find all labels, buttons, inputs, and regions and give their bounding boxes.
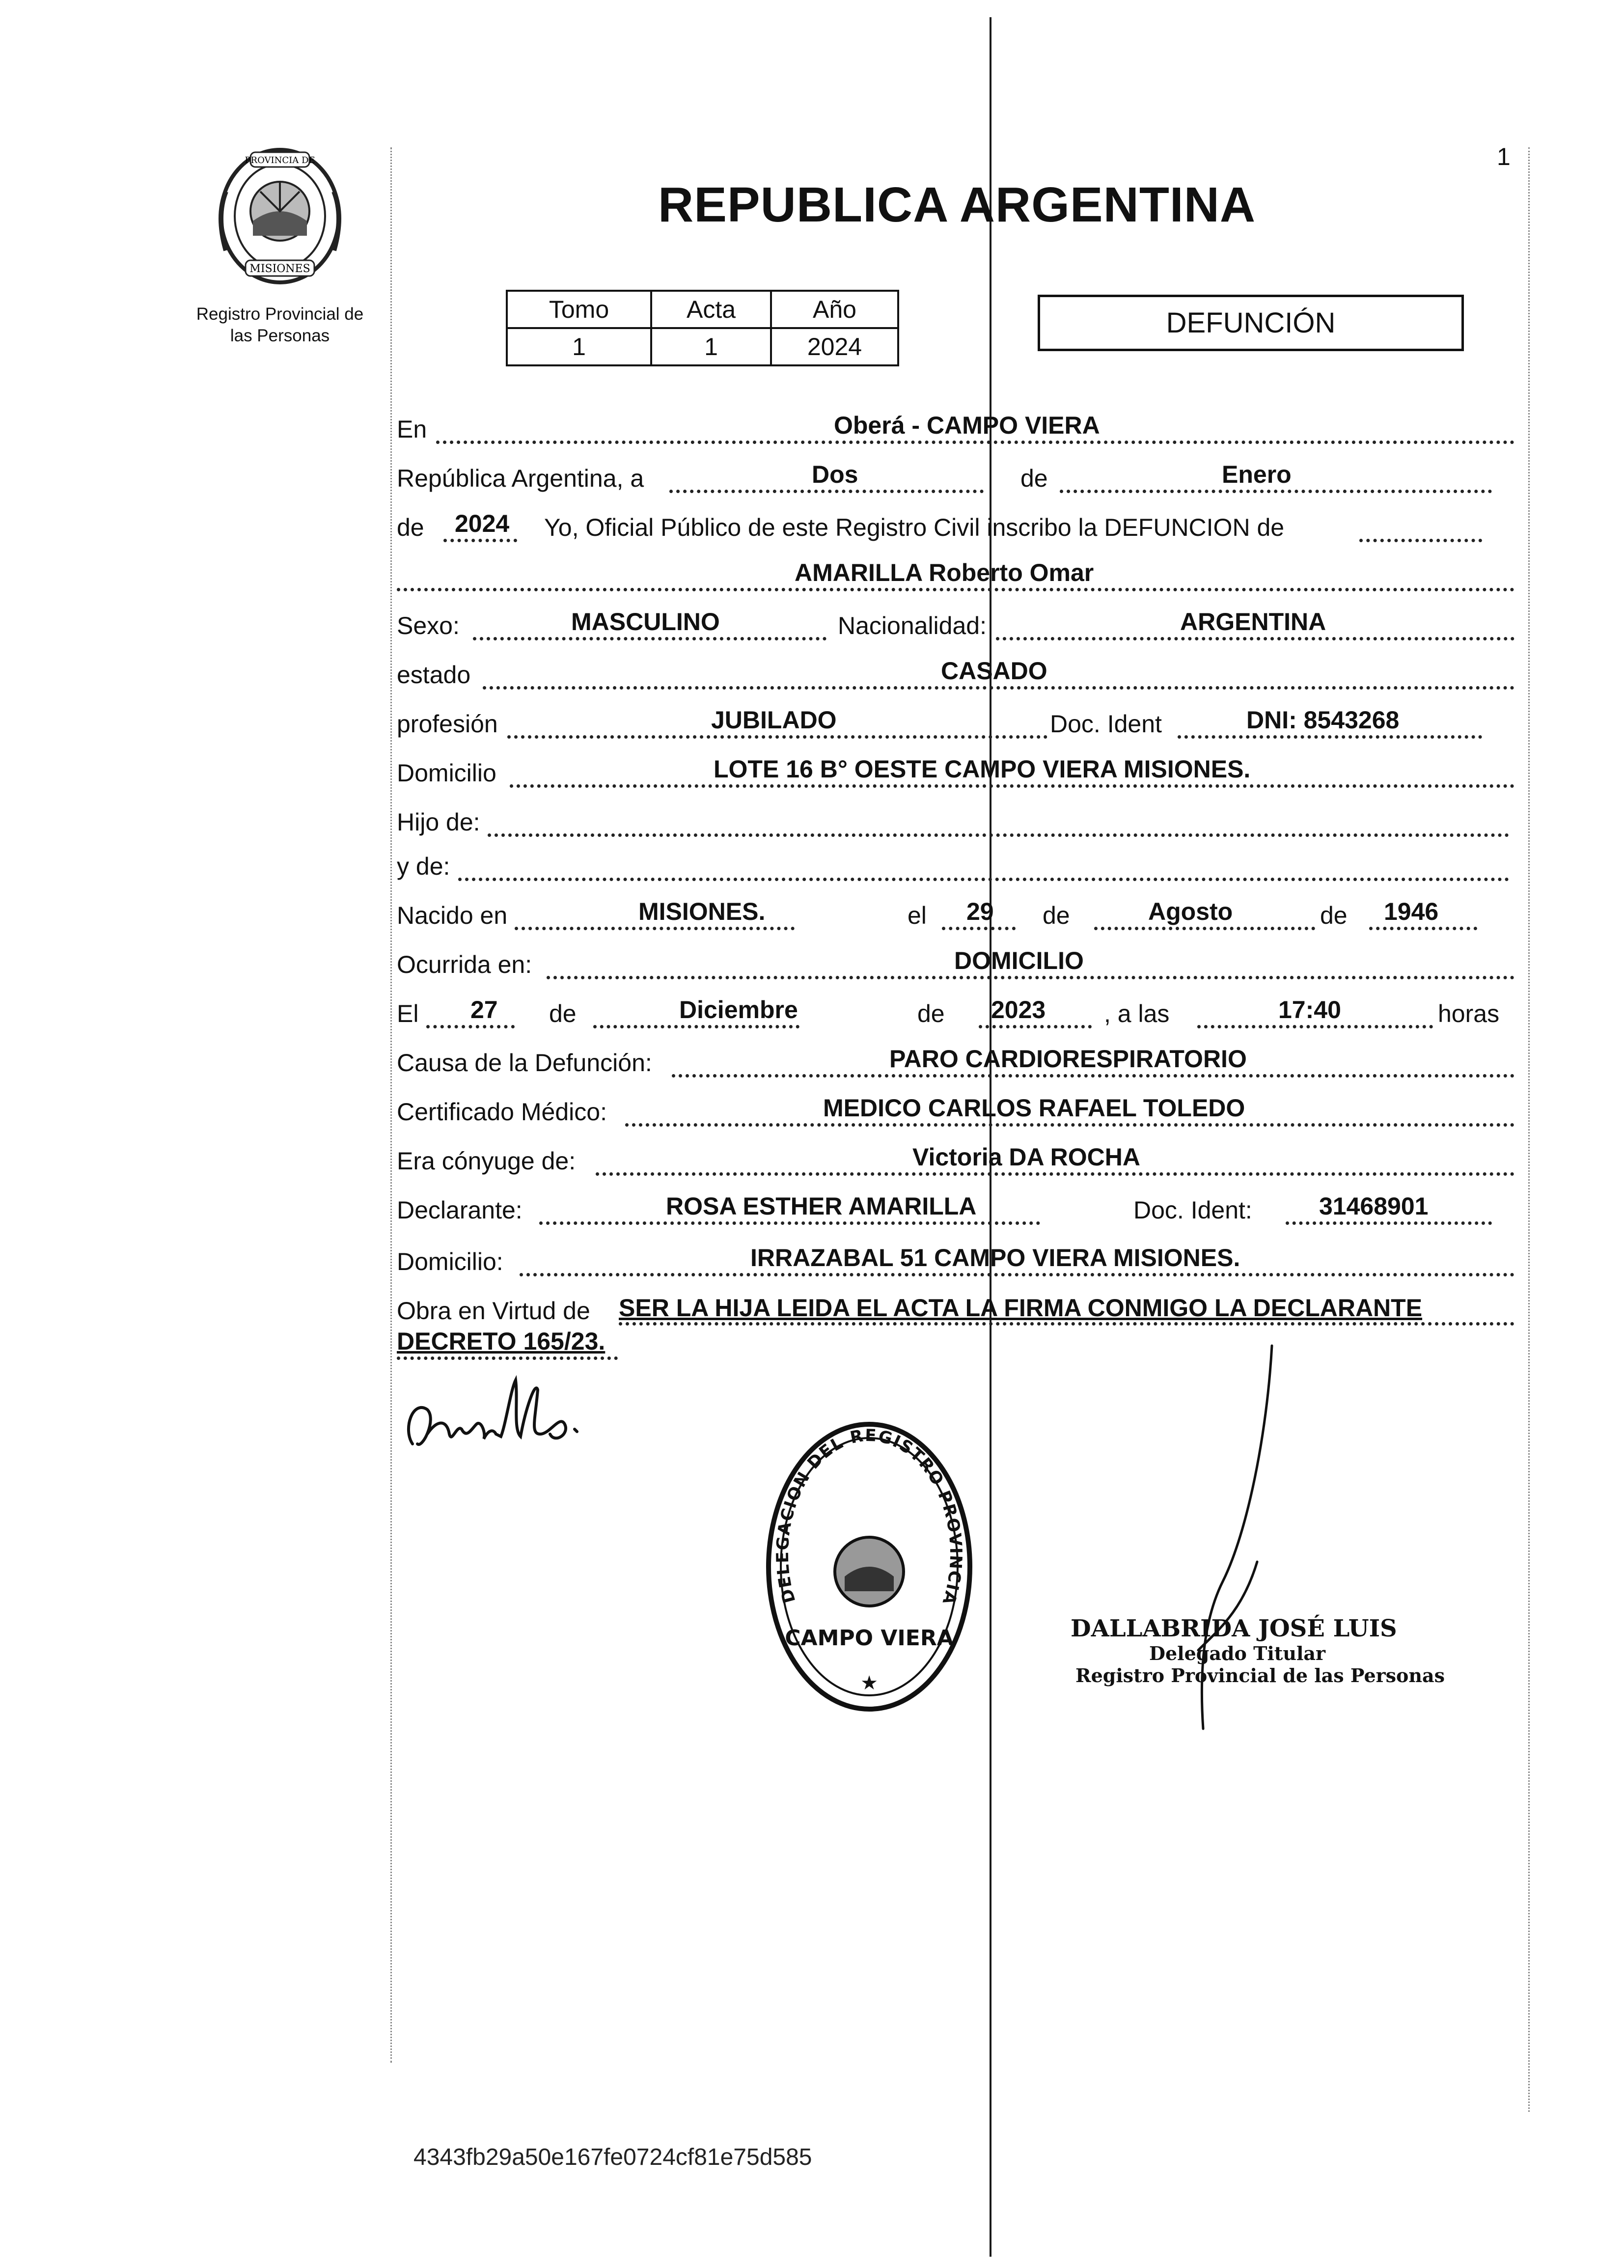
dotted-line bbox=[397, 588, 1514, 591]
dotted-line bbox=[1369, 927, 1477, 930]
dotted-line bbox=[426, 1025, 515, 1028]
label-de: de bbox=[1043, 902, 1070, 929]
value-nac-dia: 29 bbox=[966, 898, 994, 925]
dotted-line bbox=[672, 1074, 1514, 1078]
page-title: REPUBLICA ARGENTINA bbox=[658, 177, 1256, 232]
value-nacionalidad: ARGENTINA bbox=[1180, 608, 1326, 636]
dotted-line bbox=[397, 1356, 618, 1360]
value-def-hora: 17:40 bbox=[1278, 996, 1341, 1023]
row-fecha-inscripcion bbox=[397, 461, 1514, 503]
value-domicilio: LOTE 16 B° OESTE CAMPO VIERA MISIONES. bbox=[714, 755, 1251, 783]
registry-caption-line2: las Personas bbox=[230, 326, 330, 345]
official-office: Registro Provincial de las Personas bbox=[1075, 1664, 1445, 1687]
label-ocurrida: Ocurrida en: bbox=[397, 951, 532, 978]
table-value-anio: 2024 bbox=[771, 328, 898, 365]
row-profesion bbox=[397, 706, 1514, 749]
dotted-line bbox=[669, 490, 984, 493]
value-def-mes: Diciembre bbox=[679, 996, 798, 1023]
right-margin-dashes bbox=[1528, 147, 1530, 2112]
label-nacionalidad: Nacionalidad: bbox=[838, 612, 987, 639]
value-ocurrida: DOMICILIO bbox=[954, 947, 1084, 974]
value-nac-anio: 1946 bbox=[1384, 898, 1439, 925]
dotted-line bbox=[1178, 735, 1482, 739]
dotted-line bbox=[520, 1273, 1514, 1276]
dotted-line bbox=[443, 539, 517, 542]
row-sexo bbox=[397, 608, 1514, 651]
label-domicilio: Domicilio bbox=[397, 759, 496, 787]
table-header-anio: Año bbox=[771, 291, 898, 328]
label-horas: horas bbox=[1438, 1000, 1500, 1027]
misiones-province-logo bbox=[206, 142, 354, 292]
value-anio: 2024 bbox=[455, 510, 510, 537]
value-doc-ident: DNI: 8543268 bbox=[1246, 706, 1400, 734]
value-causa: PARO CARDIORESPIRATORIO bbox=[889, 1045, 1247, 1073]
label-el: el bbox=[908, 902, 927, 929]
dotted-line bbox=[593, 1025, 799, 1028]
value-nombre: AMARILLA Roberto Omar bbox=[795, 559, 1094, 586]
record-type-box bbox=[1038, 295, 1464, 351]
label-decl-doc: Doc. Ident: bbox=[1133, 1196, 1252, 1224]
value-nacido: MISIONES. bbox=[638, 898, 766, 925]
dotted-line bbox=[547, 976, 1514, 979]
label-en: En bbox=[397, 415, 427, 443]
label-de: de bbox=[1320, 902, 1348, 929]
label-certificado: Certificado Médico: bbox=[397, 1098, 607, 1126]
label-declarante: Declarante: bbox=[397, 1196, 523, 1224]
value-estado: CASADO bbox=[941, 657, 1047, 685]
value-conyuge: Victoria DA ROCHA bbox=[912, 1143, 1140, 1171]
label-obra: Obra en Virtud de bbox=[397, 1297, 590, 1325]
label-estado: estado bbox=[397, 661, 471, 689]
dotted-line bbox=[619, 1322, 1514, 1326]
dotted-line bbox=[436, 441, 1514, 444]
dotted-line bbox=[942, 927, 1016, 930]
official-title: Delegado Titular bbox=[1149, 1642, 1326, 1664]
value-def-dia: 27 bbox=[470, 996, 498, 1023]
table-value-acta: 1 bbox=[651, 328, 771, 365]
table-header-tomo: Tomo bbox=[507, 291, 651, 328]
table-header-acta: Acta bbox=[651, 291, 771, 328]
dotted-line bbox=[1197, 1025, 1433, 1028]
page-number: 1 bbox=[1497, 143, 1511, 170]
value-profesion: JUBILADO bbox=[711, 706, 837, 734]
dotted-line bbox=[510, 784, 1514, 788]
value-nac-mes: Agosto bbox=[1148, 898, 1233, 925]
label-a-las: , a las bbox=[1104, 1000, 1170, 1027]
row-y-de bbox=[397, 852, 1514, 891]
label-de: de bbox=[397, 514, 424, 541]
seal-star-icon: ★ bbox=[860, 1672, 878, 1694]
label-conyuge: Era cónyuge de: bbox=[397, 1147, 576, 1175]
dotted-line bbox=[515, 927, 795, 930]
value-certificado: MEDICO CARLOS RAFAEL TOLEDO bbox=[823, 1094, 1245, 1122]
value-def-anio: 2023 bbox=[991, 996, 1046, 1023]
label-el: El bbox=[397, 1000, 419, 1027]
label-de: de bbox=[917, 1000, 945, 1027]
declarant-signature bbox=[403, 1370, 609, 1471]
table-value-tomo: 1 bbox=[507, 328, 651, 365]
value-obra-line2: DECRETO 165/23. bbox=[397, 1328, 606, 1355]
row-obra bbox=[397, 1294, 1514, 1370]
registry-caption-line1: Registro Provincial de bbox=[196, 304, 364, 324]
dotted-line bbox=[596, 1172, 1514, 1176]
label-oficial-text: Yo, Oficial Público de este Registro Civil inscribo la DEFUNCION de bbox=[544, 514, 1285, 541]
value-decl-doc: 31468901 bbox=[1319, 1192, 1429, 1220]
label-decl-domicilio: Domicilio: bbox=[397, 1248, 503, 1275]
label-hijo: Hijo de: bbox=[397, 808, 480, 836]
seal-inner-text: CAMPO VIERA bbox=[785, 1626, 954, 1651]
row-domicilio bbox=[397, 755, 1514, 798]
row-nacido bbox=[397, 898, 1514, 940]
dotted-line bbox=[539, 1221, 1040, 1225]
row-en bbox=[397, 412, 1514, 454]
label-doc-ident: Doc. Ident bbox=[1050, 710, 1162, 738]
scan-fold-line bbox=[990, 17, 991, 2257]
dotted-line bbox=[1094, 927, 1315, 930]
official-stamp bbox=[1071, 1615, 1445, 1687]
row-certificado bbox=[397, 1094, 1514, 1137]
label-de: de bbox=[549, 1000, 577, 1027]
logo-text-top: PROVINCIA DE bbox=[245, 155, 315, 166]
value-mes: Enero bbox=[1222, 461, 1292, 488]
record-type-label: DEFUNCIÓN bbox=[1166, 307, 1336, 339]
dotted-line bbox=[483, 686, 1514, 690]
label-sexo: Sexo: bbox=[397, 612, 460, 639]
dotted-line bbox=[488, 833, 1509, 837]
value-decl-domicilio: IRRAZABAL 51 CAMPO VIERA MISIONES. bbox=[750, 1244, 1240, 1272]
label-profesion: profesión bbox=[397, 710, 498, 738]
value-dia: Dos bbox=[812, 461, 858, 488]
official-seal bbox=[761, 1414, 977, 1721]
row-decl-domicilio bbox=[397, 1244, 1514, 1287]
value-obra-line1: SER LA HIJA LEIDA EL ACTA LA FIRMA CONMIGO LA DECLARANTE bbox=[619, 1294, 1423, 1322]
dotted-line bbox=[625, 1123, 1514, 1127]
record-number-table bbox=[506, 290, 899, 366]
dotted-line bbox=[1060, 490, 1492, 493]
dotted-line bbox=[458, 878, 1509, 881]
row-declarante bbox=[397, 1192, 1514, 1235]
logo-text-bottom: MISIONES bbox=[249, 263, 310, 275]
row-nombre bbox=[397, 559, 1514, 602]
official-name: DALLABRIDA JOSÉ LUIS bbox=[1071, 1615, 1397, 1642]
row-ocurrida bbox=[397, 947, 1514, 990]
dotted-line bbox=[996, 637, 1514, 640]
row-fecha-defuncion bbox=[397, 996, 1514, 1039]
row-hijo bbox=[397, 808, 1514, 847]
label-nacido: Nacido en bbox=[397, 902, 508, 929]
label-causa: Causa de la Defunción: bbox=[397, 1049, 652, 1077]
seal-outer-text: DELEGACION DEL REGISTRO PROVINCIA bbox=[772, 1425, 966, 1608]
registry-caption bbox=[187, 304, 373, 347]
value-lugar: Oberá - CAMPO VIERA bbox=[834, 412, 1100, 439]
label-republica: República Argentina, a bbox=[397, 465, 644, 492]
dotted-line bbox=[1286, 1221, 1492, 1225]
label-y-de: y de: bbox=[397, 853, 450, 880]
document-hash: 4343fb29a50e167fe0724cf81e75d585 bbox=[413, 2144, 812, 2170]
row-causa bbox=[397, 1045, 1514, 1088]
official-signature bbox=[1012, 1336, 1306, 1780]
value-sexo: MASCULINO bbox=[571, 608, 720, 636]
left-margin-dashes bbox=[390, 147, 392, 2063]
dotted-line bbox=[473, 637, 826, 640]
dotted-line bbox=[1359, 539, 1482, 542]
label-de: de bbox=[1020, 465, 1048, 492]
value-declarante: ROSA ESTHER AMARILLA bbox=[666, 1192, 977, 1220]
dotted-line bbox=[507, 735, 1047, 739]
row-estado bbox=[397, 657, 1514, 700]
dotted-line bbox=[979, 1025, 1092, 1028]
row-oficial bbox=[397, 510, 1514, 553]
row-conyuge bbox=[397, 1143, 1514, 1186]
